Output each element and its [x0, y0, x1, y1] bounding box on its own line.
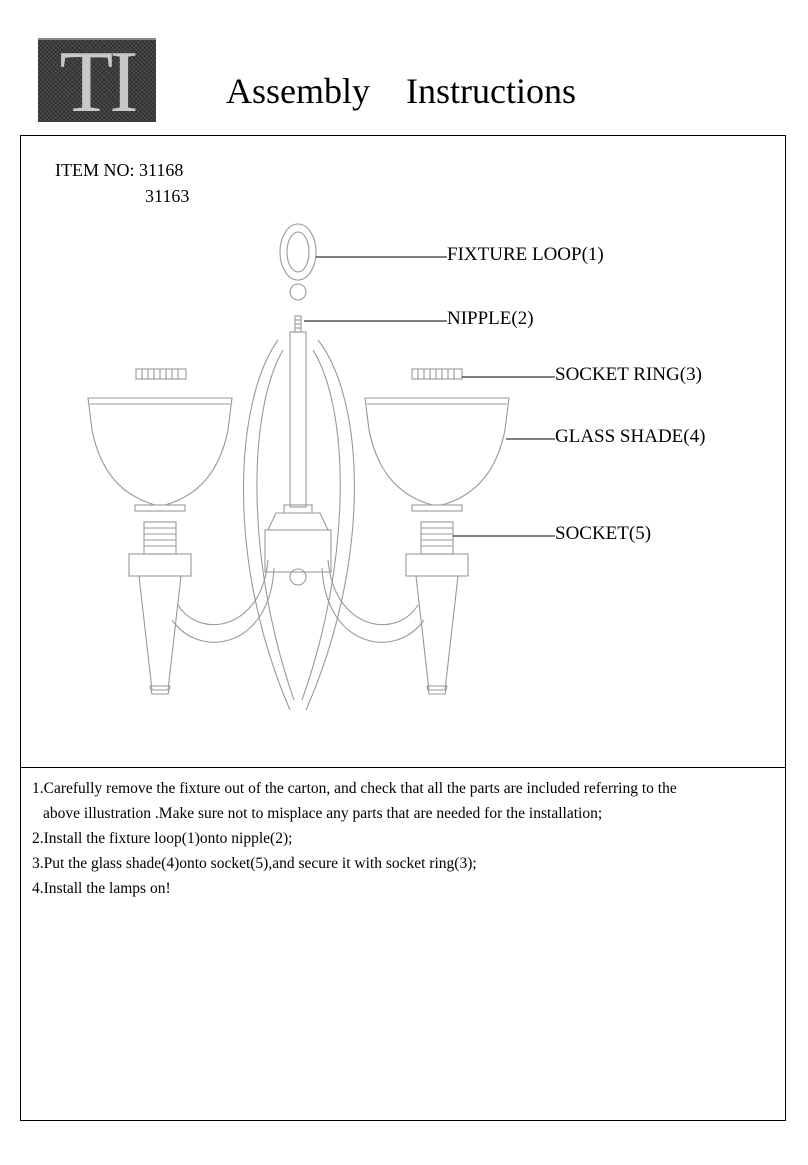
section-divider — [20, 767, 786, 768]
step-1-continued: above illustration .Make sure not to misplace any parts that are needed for the installation; — [43, 805, 603, 822]
part-label-nipple: NIPPLE(2) — [447, 308, 534, 329]
step-2: 2.Install the fixture loop(1)onto nipple(2); — [32, 830, 293, 847]
brand-logo — [38, 34, 156, 131]
nipple-drawing — [265, 316, 331, 585]
part-label-glass-shade: GLASS SHADE(4) — [555, 426, 706, 447]
page-title: Assembly Instructions — [226, 71, 576, 111]
part-label-fixture-loop: FIXTURE LOOP(1) — [447, 244, 604, 265]
step-4: 4.Install the lamps on! — [32, 880, 171, 897]
fixture-loop-drawing — [280, 224, 316, 300]
part-label-socket-ring: SOCKET RING(3) — [555, 364, 702, 385]
left-socket-ring-drawing — [136, 369, 186, 379]
part-label-socket: SOCKET(5) — [555, 523, 652, 544]
item-number-line2: 31163 — [145, 186, 190, 206]
left-socket-drawing — [129, 522, 191, 694]
logo-text: TI — [59, 34, 135, 131]
leader-lines — [304, 257, 555, 536]
right-socket-ring-drawing — [412, 369, 462, 379]
fixture-illustration — [20, 136, 786, 766]
instruction-steps — [32, 776, 772, 901]
item-number-line1: ITEM NO: 31168 — [55, 160, 184, 180]
right-glass-shade-drawing — [365, 398, 509, 511]
step-3: 3.Put the glass shade(4)onto socket(5),and secure it with socket ring(3); — [32, 855, 477, 872]
left-glass-shade-drawing — [88, 398, 232, 511]
step-1: 1.Carefully remove the fixture out of the carton, and check that all the parts are included referring to the — [32, 780, 677, 797]
